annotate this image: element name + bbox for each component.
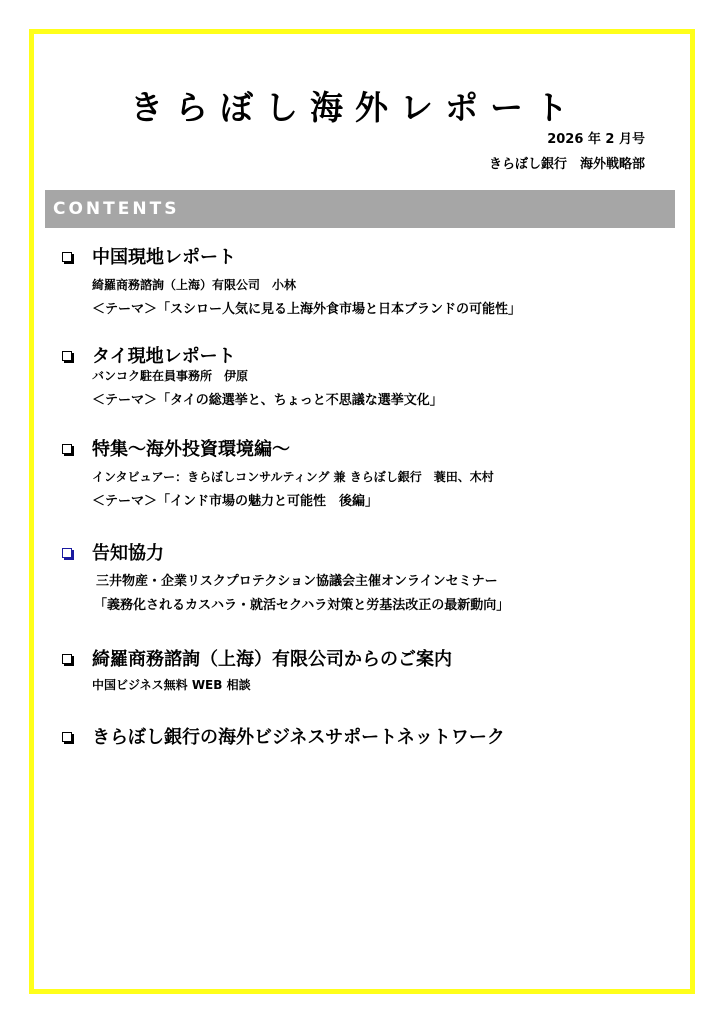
section-author: 綺羅商務諮詢（上海）有限公司 小林 <box>92 278 297 292</box>
section-title: 中国現地レポート <box>92 247 236 268</box>
report-title: きらぼし海外レポート <box>130 88 580 127</box>
checkbox-bullet-icon <box>62 444 72 454</box>
section-theme: 「義務化されるカスハラ・就活セクハラ対策と労基法改正の最新動向」 <box>94 598 510 613</box>
checkbox-bullet-icon <box>62 732 72 742</box>
section-theme: ＜テーマ＞「インド市場の魅力と可能性 後編」 <box>92 494 379 509</box>
section-author: 三井物産・企業リスクプロテクション協議会主催オンラインセミナー <box>96 574 498 589</box>
section-title: 特集～海外投資環境編～ <box>92 439 290 460</box>
contents-header-bar <box>45 190 675 228</box>
department-name: きらぼし銀行 海外戦略部 <box>488 157 645 172</box>
section-author: バンコク駐在員事務所 伊原 <box>92 369 249 383</box>
checkbox-bullet-icon <box>62 654 72 664</box>
page-border <box>29 29 695 994</box>
section-title: きらぼし銀行の海外ビジネスサポートネットワーク <box>92 727 505 748</box>
section-author: 中国ビジネス無料 WEB 相談 <box>92 678 251 692</box>
issue-date: 2026 年 2 月号 <box>547 132 645 147</box>
checkbox-bullet-icon <box>62 351 72 361</box>
section-title: タイ現地レポート <box>92 346 236 367</box>
section-author: インタビュアー：きらぼしコンサルティング 兼 きらぼし銀行 蓑田、木村 <box>92 470 494 484</box>
section-theme: ＜テーマ＞「タイの総選挙と、ちょっと不思議な選挙文化」 <box>92 393 443 408</box>
checkbox-bullet-icon <box>62 252 72 262</box>
contents-label: CONTENTS <box>53 199 180 219</box>
checkbox-bullet-icon <box>62 548 72 558</box>
section-title: 綺羅商務諮詢（上海）有限公司からのご案内 <box>92 649 452 670</box>
section-title: 告知協力 <box>92 543 164 564</box>
section-theme: ＜テーマ＞「スシロー人気に見る上海外食市場と日本ブランドの可能性」 <box>92 302 522 317</box>
